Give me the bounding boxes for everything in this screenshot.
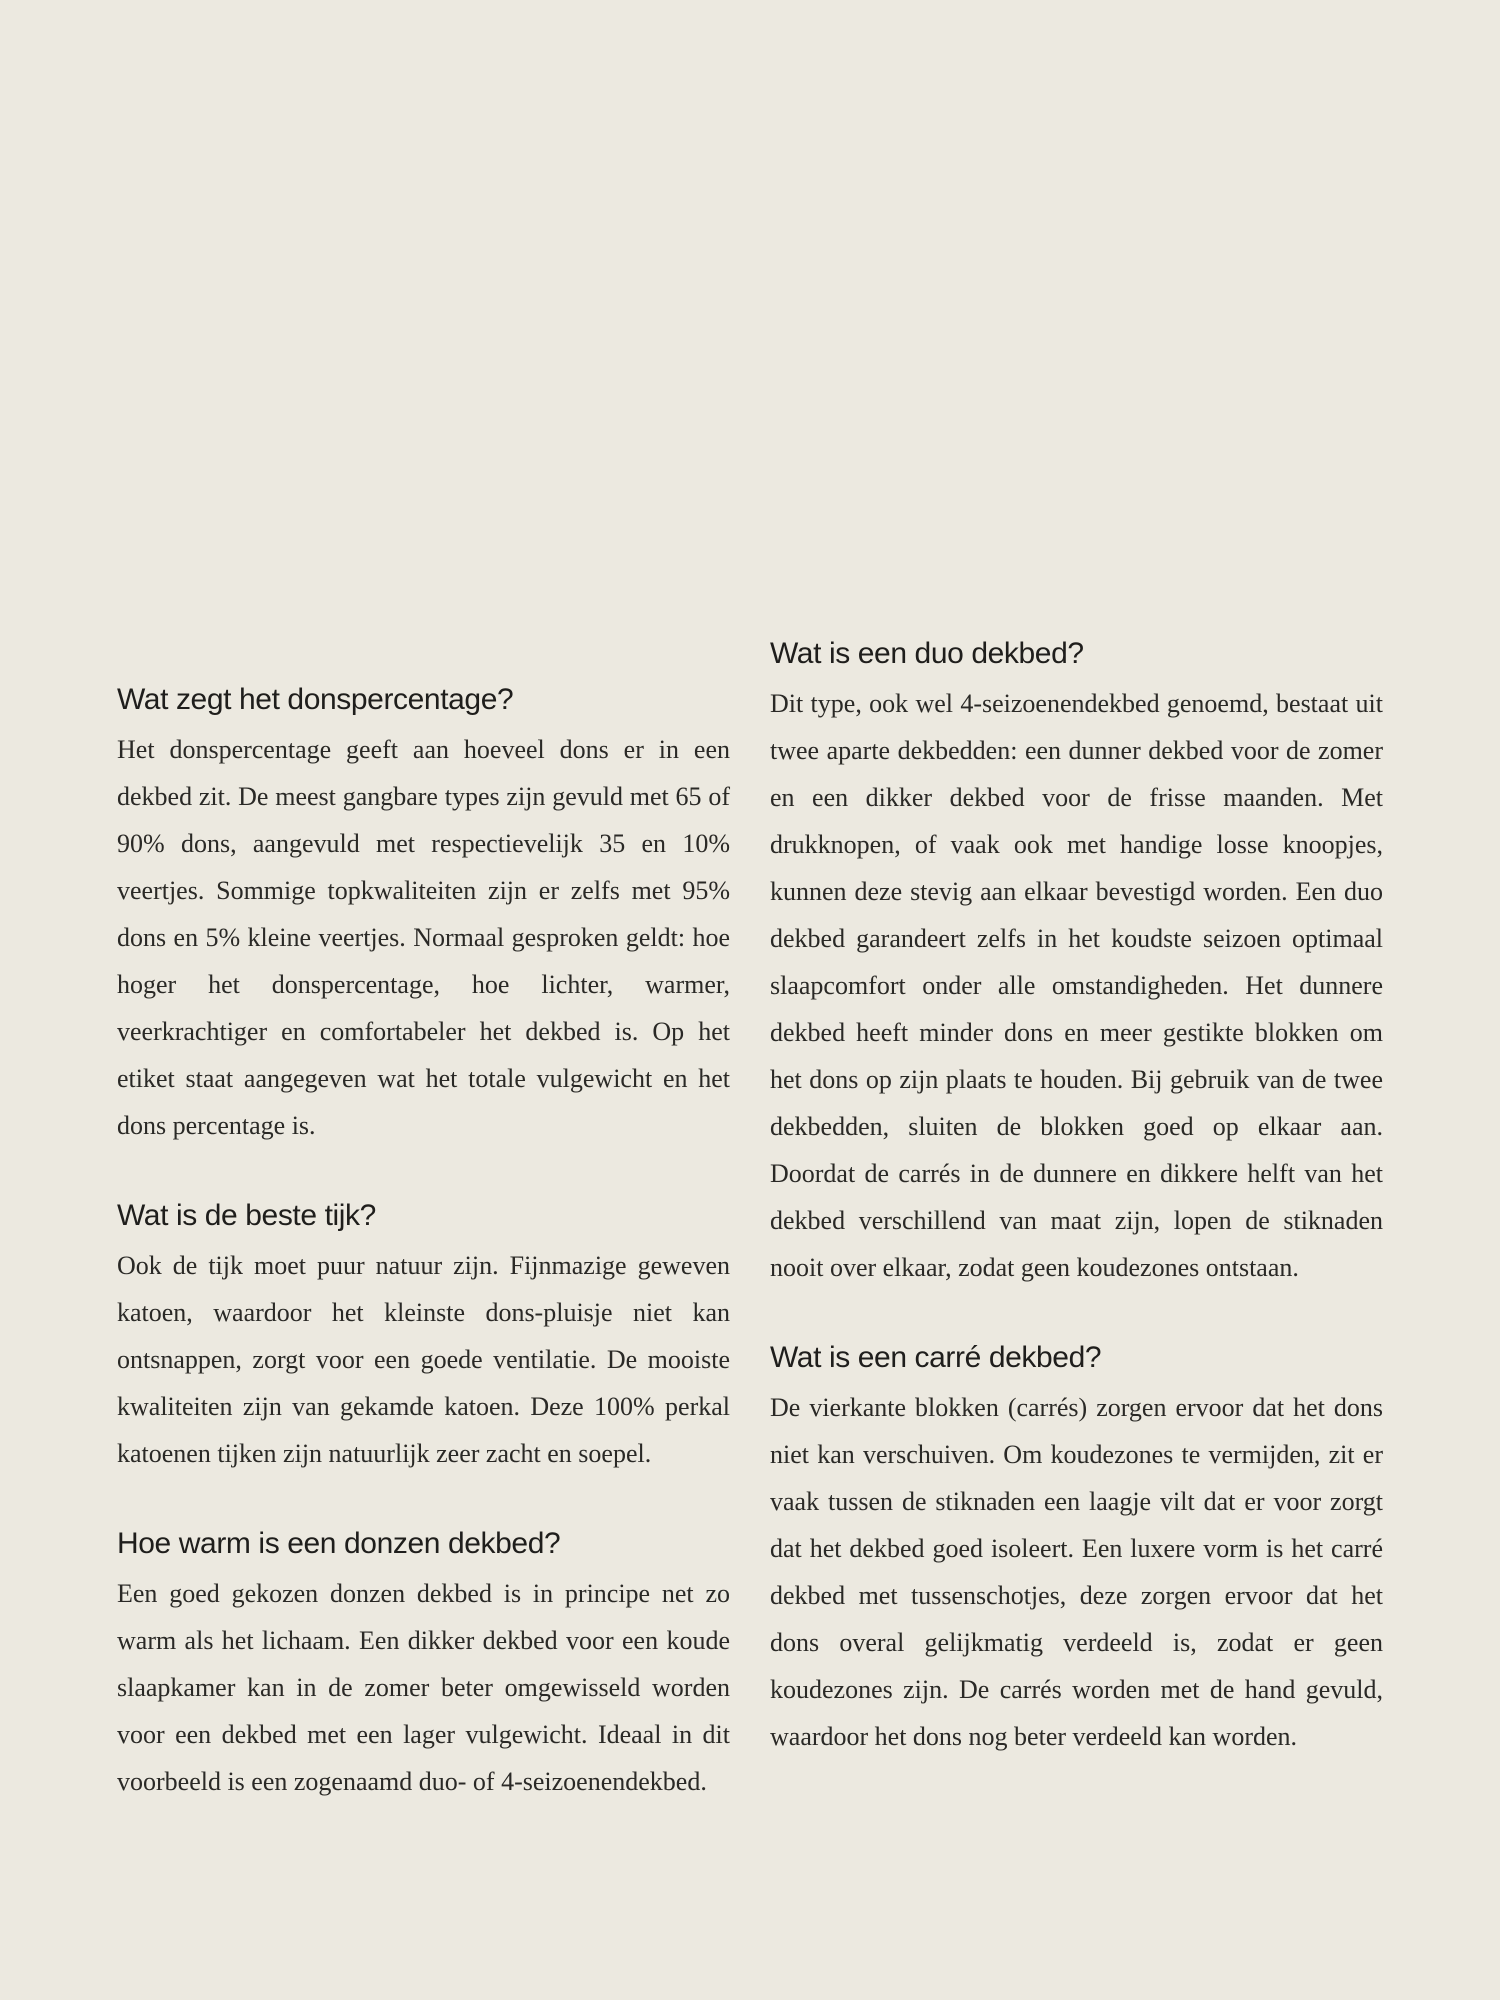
section-duo-dekbed: [770, 634, 1383, 1291]
left-column: [117, 680, 730, 1852]
section-tijk: [117, 1196, 730, 1477]
section-body: Ook de tijk moet puur natuur zijn. Fijnmazige geweven katoen, waardoor het kleinste dons-pluisje niet kan ontsnappen, zorgt voor een goede ventilatie. De mooiste kwaliteiten zijn van gekamde katoen. Deze 100% perkal katoenen tijken zijn natuurlijk zeer zacht en soepel.: [117, 1251, 730, 1468]
section-body: De vierkante blokken (carrés) zorgen ervoor dat het dons niet kan verschuiven. Om koudezones te vermijden, zit er vaak tussen de stiknaden een laagje vilt dat er voor zorgt dat het dekbed goed isoleert. Een luxere vorm is het carré dekbed met tussenschotjes, deze zorgen ervoor dat het dons overal gelijkmatig verdeeld is, zodat er geen koudezones zijn. De carrés worden met de hand gevuld, waardoor het dons nog beter verdeeld kan worden.: [770, 1393, 1383, 1751]
section-heading: Wat is de beste tijk?: [117, 1199, 376, 1232]
section-warmte: [117, 1524, 730, 1805]
right-column: [770, 634, 1383, 1807]
section-donspercentage: [117, 680, 730, 1149]
section-heading: Wat zegt het donspercentage?: [117, 683, 514, 716]
section-heading: Hoe warm is een donzen dekbed?: [117, 1527, 561, 1560]
section-heading: Wat is een carré dekbed?: [770, 1341, 1102, 1374]
section-heading: Wat is een duo dekbed?: [770, 637, 1084, 670]
section-body: Een goed gekozen donzen dekbed is in principe net zo warm als het lichaam. Een dikker dekbed voor een koude slaapkamer kan in de zomer beter omgewisseld worden voor een dekbed met een lager vulgewicht. Ideaal in dit voorbeeld is een zogenaamd duo- of 4-seizoenendekbed.: [117, 1579, 730, 1796]
section-body: Het donspercentage geeft aan hoeveel dons er in een dekbed zit. De meest gangbare types zijn gevuld met 65 of 90% dons, aangevuld met respectievelijk 35 en 10% veertjes. Sommige topkwaliteiten zijn er zelfs met 95% dons en 5% kleine veertjes. Normaal gesproken geldt: hoe hoger het donspercentage, hoe lichter, warmer, veerkrachtiger en comfortabeler het dekbed is. Op het etiket staat aangegeven wat het totale vulgewicht en het dons percentage is.: [117, 735, 730, 1140]
section-carre-dekbed: [770, 1338, 1383, 1760]
section-body: Dit type, ook wel 4-seizoenendekbed genoemd, bestaat uit twee aparte dekbedden: een dunner dekbed voor de zomer en een dikker dekbed voor de frisse maanden. Met drukknopen, of vaak ook met handige losse knoopjes, kunnen deze stevig aan elkaar bevestigd worden. Een duo dekbed garandeert zelfs in het koudste seizoen optimaal slaapcomfort onder alle omstandigheden. Het dunnere dekbed heeft minder dons en meer gestikte blokken om het dons op zijn plaats te houden. Bij gebruik van de twee dekbedden, sluiten de blokken goed op elkaar aan. Doordat de carrés in de dunnere en dikkere helft van het dekbed verschillend van maat zijn, lopen de stiknaden nooit over elkaar, zodat geen koudezones ontstaan.: [770, 689, 1383, 1282]
